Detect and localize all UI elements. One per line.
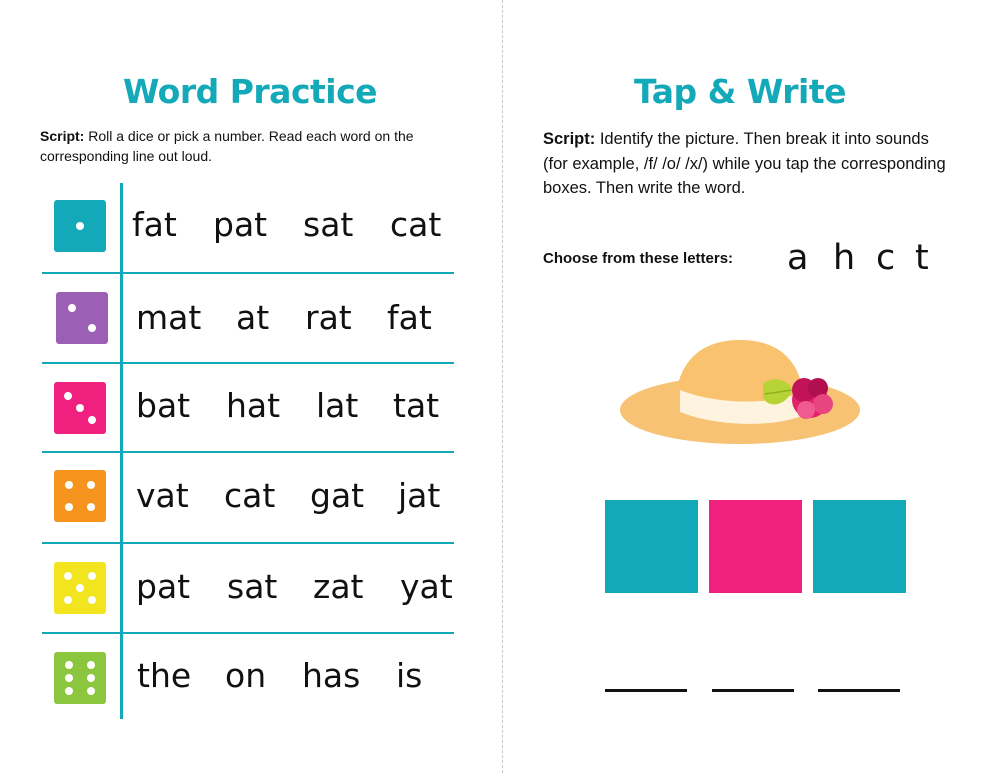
die-pip [87,674,95,682]
die-pip [65,661,73,669]
sun-hat-icon [620,332,865,452]
die-pip [76,222,84,230]
word: bat [136,386,191,425]
row-divider [42,632,454,634]
word: sat [227,567,278,606]
row-divider [42,451,454,453]
word: mat [136,298,202,337]
word: on [225,656,267,695]
letter-choice: c [876,238,896,278]
letter-choice: a [787,238,809,278]
word: cat [224,476,276,515]
die-pip [88,416,96,424]
letter-choice: h [833,238,856,278]
word: gat [310,476,365,515]
die-pip [64,596,72,604]
word: sat [303,205,354,244]
word: fat [132,205,177,244]
die-pip [87,503,95,511]
die-pip [76,584,84,592]
tap-and-write-title: Tap & Write [634,72,846,111]
choose-letters-label: Choose from these letters: [543,250,734,267]
die-pip [65,481,73,489]
word: fat [387,298,432,337]
word: rat [305,298,352,337]
die-pip [64,392,72,400]
word: is [396,656,423,695]
die-five-icon [54,562,106,614]
die-three-icon [54,382,106,434]
letter-choice: t [915,238,929,278]
word: jat [398,476,441,515]
word: zat [313,567,364,606]
die-pip [88,572,96,580]
word: vat [136,476,189,515]
script-instructions: Roll a dice or pick a number. Read each word on the corresponding line out loud. [40,128,414,164]
word: at [236,298,270,337]
die-pip [87,687,95,695]
page-divider [502,0,503,773]
die-pip [88,324,96,332]
die-pip [87,481,95,489]
sound-box[interactable] [709,500,802,593]
sound-box[interactable] [813,500,906,593]
left-script-text [40,126,470,166]
sound-box[interactable] [605,500,698,593]
word: pat [136,567,191,606]
row-divider [42,542,454,544]
script-label: Script: [543,130,596,148]
write-line[interactable] [712,689,794,692]
die-one-icon [54,200,106,252]
word: cat [390,205,442,244]
word: yat [400,567,453,606]
die-pip [88,596,96,604]
write-line[interactable] [818,689,900,692]
right-script-text [543,127,953,201]
word: has [302,656,361,695]
word-practice-title: Word Practice [122,72,378,111]
script-instructions: Identify the picture. Then break it into sounds (for example, /f/ /o/ /x/) while you tap the corresponding boxes. Then write the word. [543,130,946,197]
script-label: Script: [40,128,85,144]
row-divider [42,272,454,274]
die-pip [65,503,73,511]
word: tat [393,386,440,425]
die-pip [68,304,76,312]
die-pip [65,687,73,695]
die-pip [65,674,73,682]
die-pip [76,404,84,412]
word: lat [316,386,359,425]
die-pip [87,661,95,669]
die-pip [64,572,72,580]
row-divider [42,362,454,364]
die-two-icon [56,292,108,344]
write-line[interactable] [605,689,687,692]
word: hat [226,386,281,425]
die-six-icon [54,652,106,704]
word: the [137,656,192,695]
die-four-icon [54,470,106,522]
word: pat [213,205,268,244]
